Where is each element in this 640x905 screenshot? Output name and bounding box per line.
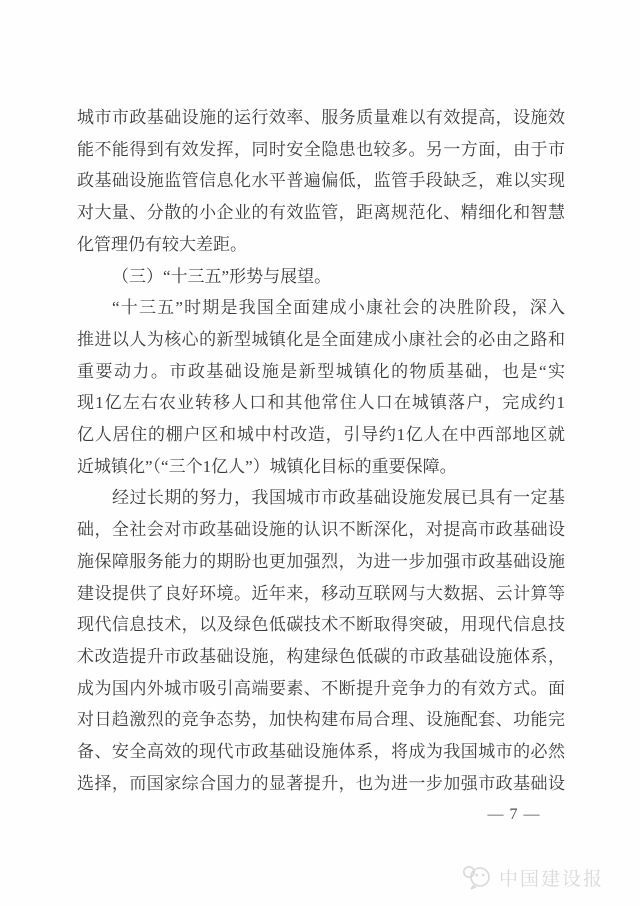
footer-watermark xyxy=(461,863,604,891)
text-line: 重要动力。市政基础设施是新型城镇化的物质基础，也是“实 xyxy=(77,361,565,381)
text-line: 政基础设施监管信息化水平普遍偏低，监管手段缺乏，难以实现 xyxy=(77,171,565,191)
footer-source-label: 中国建设报 xyxy=(498,868,604,890)
paragraph xyxy=(77,292,565,482)
wechat-bubbles-icon xyxy=(461,863,493,891)
paragraph xyxy=(77,482,565,799)
text-line: 对大量、分散的小企业的有效监管，距离规范化、精细化和智慧 xyxy=(77,203,565,223)
text-line: 础，全社会对市政基础设施的认识不断深化，对提高市政基础设 xyxy=(77,520,565,540)
text-body xyxy=(77,102,565,799)
text-line: （三）“十三五”形势与展望。 xyxy=(112,266,332,286)
text-line: 经过长期的努力，我国城市市政基础设施发展已具有一定基 xyxy=(112,488,565,508)
text-line: 能不能得到有效发挥，同时安全隐患也较多。另一方面，由于市 xyxy=(77,139,565,159)
text-line: 亿人居住的棚户区和城中村改造，引导约1亿人在中西部地区就 xyxy=(77,425,565,445)
text-line: 选择，而国家综合国力的显著提升，也为进一步加强市政基础设 xyxy=(77,773,565,793)
section-heading xyxy=(77,261,565,293)
text-line: 术改造提升市政基础设施，构建绿色低碳的市政基础设施体系， xyxy=(77,646,565,666)
text-line: 建设提供了良好环境。近年来，移动互联网与大数据、云计算等 xyxy=(77,583,565,603)
text-line: 现代信息技术，以及绿色低碳技术不断取得突破，用现代信息技 xyxy=(77,615,565,635)
text-line: 城市市政基础设施的运行效率、服务质量难以有效提高，设施效 xyxy=(77,108,565,127)
text-line: 备、安全高效的现代市政基础设施体系，将成为我国城市的必然 xyxy=(77,742,565,762)
text-line: 成为国内外城市吸引高端要素、不断提升竞争力的有效方式。面 xyxy=(77,678,565,698)
text-line: 现1亿左右农业转移人口和其他常住人口在城镇落户，完成约1 xyxy=(77,393,565,413)
paragraph-continuation xyxy=(77,102,565,261)
text-line: 对日趋激烈的竞争态势，加快构建布局合理、设施配套、功能完 xyxy=(77,710,565,730)
text-line: 推进以人为核心的新型城镇化是全面建成小康社会的必由之路和 xyxy=(77,329,565,349)
text-line: 近城镇化”（“三个1亿人”）城镇化目标的重要保障。 xyxy=(77,456,457,476)
page-number: — 7 — xyxy=(487,806,541,823)
text-line: 施保障服务能力的期盼也更加强烈，为进一步加强市政基础设施 xyxy=(77,551,565,571)
text-line: “十三五”时期是我国全面建成小康社会的决胜阶段，深入 xyxy=(112,298,565,318)
text-line: 化管理仍有较大差距。 xyxy=(77,234,247,254)
